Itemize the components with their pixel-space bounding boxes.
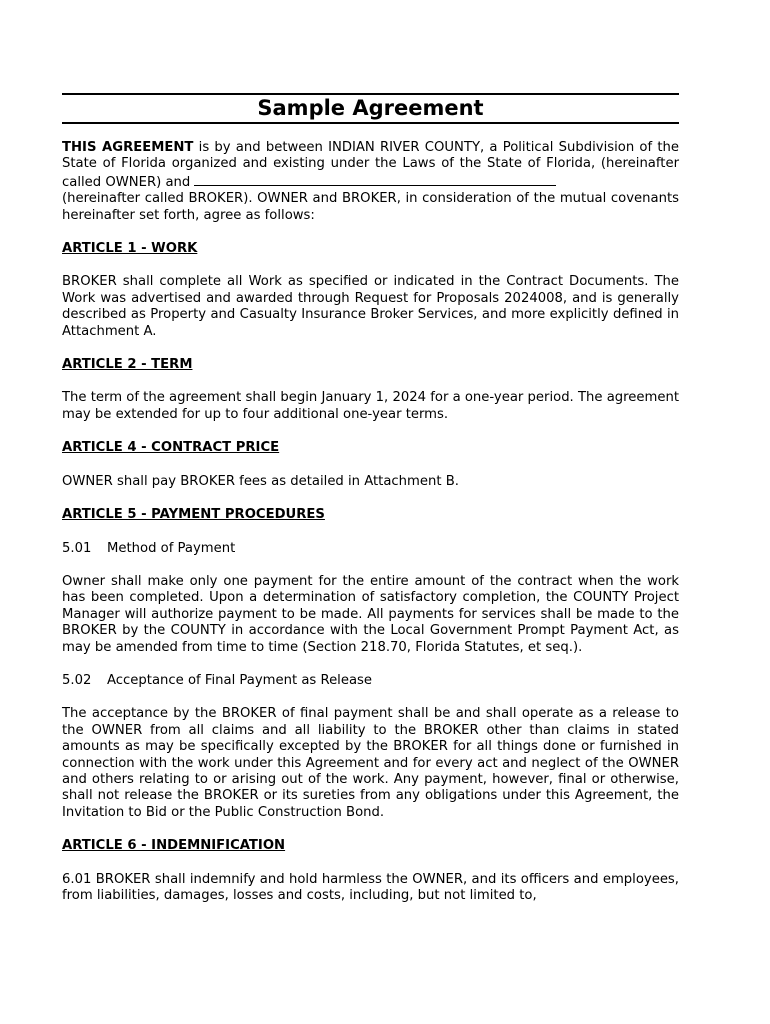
section-number: 5.02 xyxy=(62,672,92,688)
page-title: Sample Agreement xyxy=(257,96,484,120)
article-heading: ARTICLE 6 - INDEMNIFICATION xyxy=(62,838,286,854)
intro-paragraph xyxy=(62,140,679,224)
title-block xyxy=(62,93,679,124)
article-heading: ARTICLE 1 - WORK xyxy=(62,241,198,257)
section-title: Acceptance of Final Payment as Release xyxy=(107,672,373,688)
article-heading: ARTICLE 4 - CONTRACT PRICE xyxy=(62,440,280,456)
article-body: BROKER shall complete all Work as specified or indicated in the Contract Documents. The Work was advertised and awarded through Request for Proposals 2024008, and is generally described as Property and Casualty Insurance Broker Services, and more explicitly defined in Attachment A. xyxy=(62,274,679,339)
intro-text-2: (hereinafter called BROKER). OWNER and BROKER, in consideration of the mutual covenants hereinafter set forth, agree as follows: xyxy=(62,191,679,223)
article-body: OWNER shall pay BROKER fees as detailed in Attachment B. xyxy=(62,473,459,489)
broker-name-blank xyxy=(194,173,556,186)
section-heading xyxy=(62,673,679,689)
article-body: 6.01 BROKER shall indemnify and hold harmless the OWNER, and its officers and employees, from liabilities, damages, losses and costs, including, but not limited to, xyxy=(62,871,679,903)
section-number: 5.01 xyxy=(62,540,92,556)
article-heading: ARTICLE 2 - TERM xyxy=(62,357,193,373)
intro-lead: THIS AGREEMENT xyxy=(62,140,194,155)
section-title: Method of Payment xyxy=(107,540,236,556)
section-heading xyxy=(62,541,679,557)
section-body: The acceptance by the BROKER of final payment shall be and shall operate as a release to the OWNER from all claims and all liability to the BROKER other than claims in stated amounts as may be specifically excepted by the BROKER for all things done or furnished in connection with the work under this Agreement and for every act and neglect of the OWNER and others relating to or arising out of the work. Any payment, however, final or otherwise, shall not release the BROKER or its sureties from any obligations under this Agreement, the Invitation to Bid or the Public Construction Bond. xyxy=(62,706,679,820)
article-heading: ARTICLE 5 - PAYMENT PROCEDURES xyxy=(62,507,325,523)
article-body: The term of the agreement shall begin January 1, 2024 for a one-year period. The agreement may be extended for up to four additional one-year terms. xyxy=(62,390,679,422)
intro-text: is by and between INDIAN RIVER COUNTY, a Political Subdivision of the State of Florida organized and existing under the Laws of the State of Florida, (hereinafter called OWNER) and xyxy=(62,140,680,190)
document-content xyxy=(62,93,679,904)
section-body: Owner shall make only one payment for the entire amount of the contract when the work has been completed. Upon a determination of satisfactory completion, the COUNTY Project Manager will authorize payment to be made. All payments for services shall be made to the BROKER by the COUNTY in accordance with the Local Government Prompt Payment Act, as may be amended from time to time (Section 218.70, Florida Statutes, et seq.). xyxy=(62,573,679,655)
